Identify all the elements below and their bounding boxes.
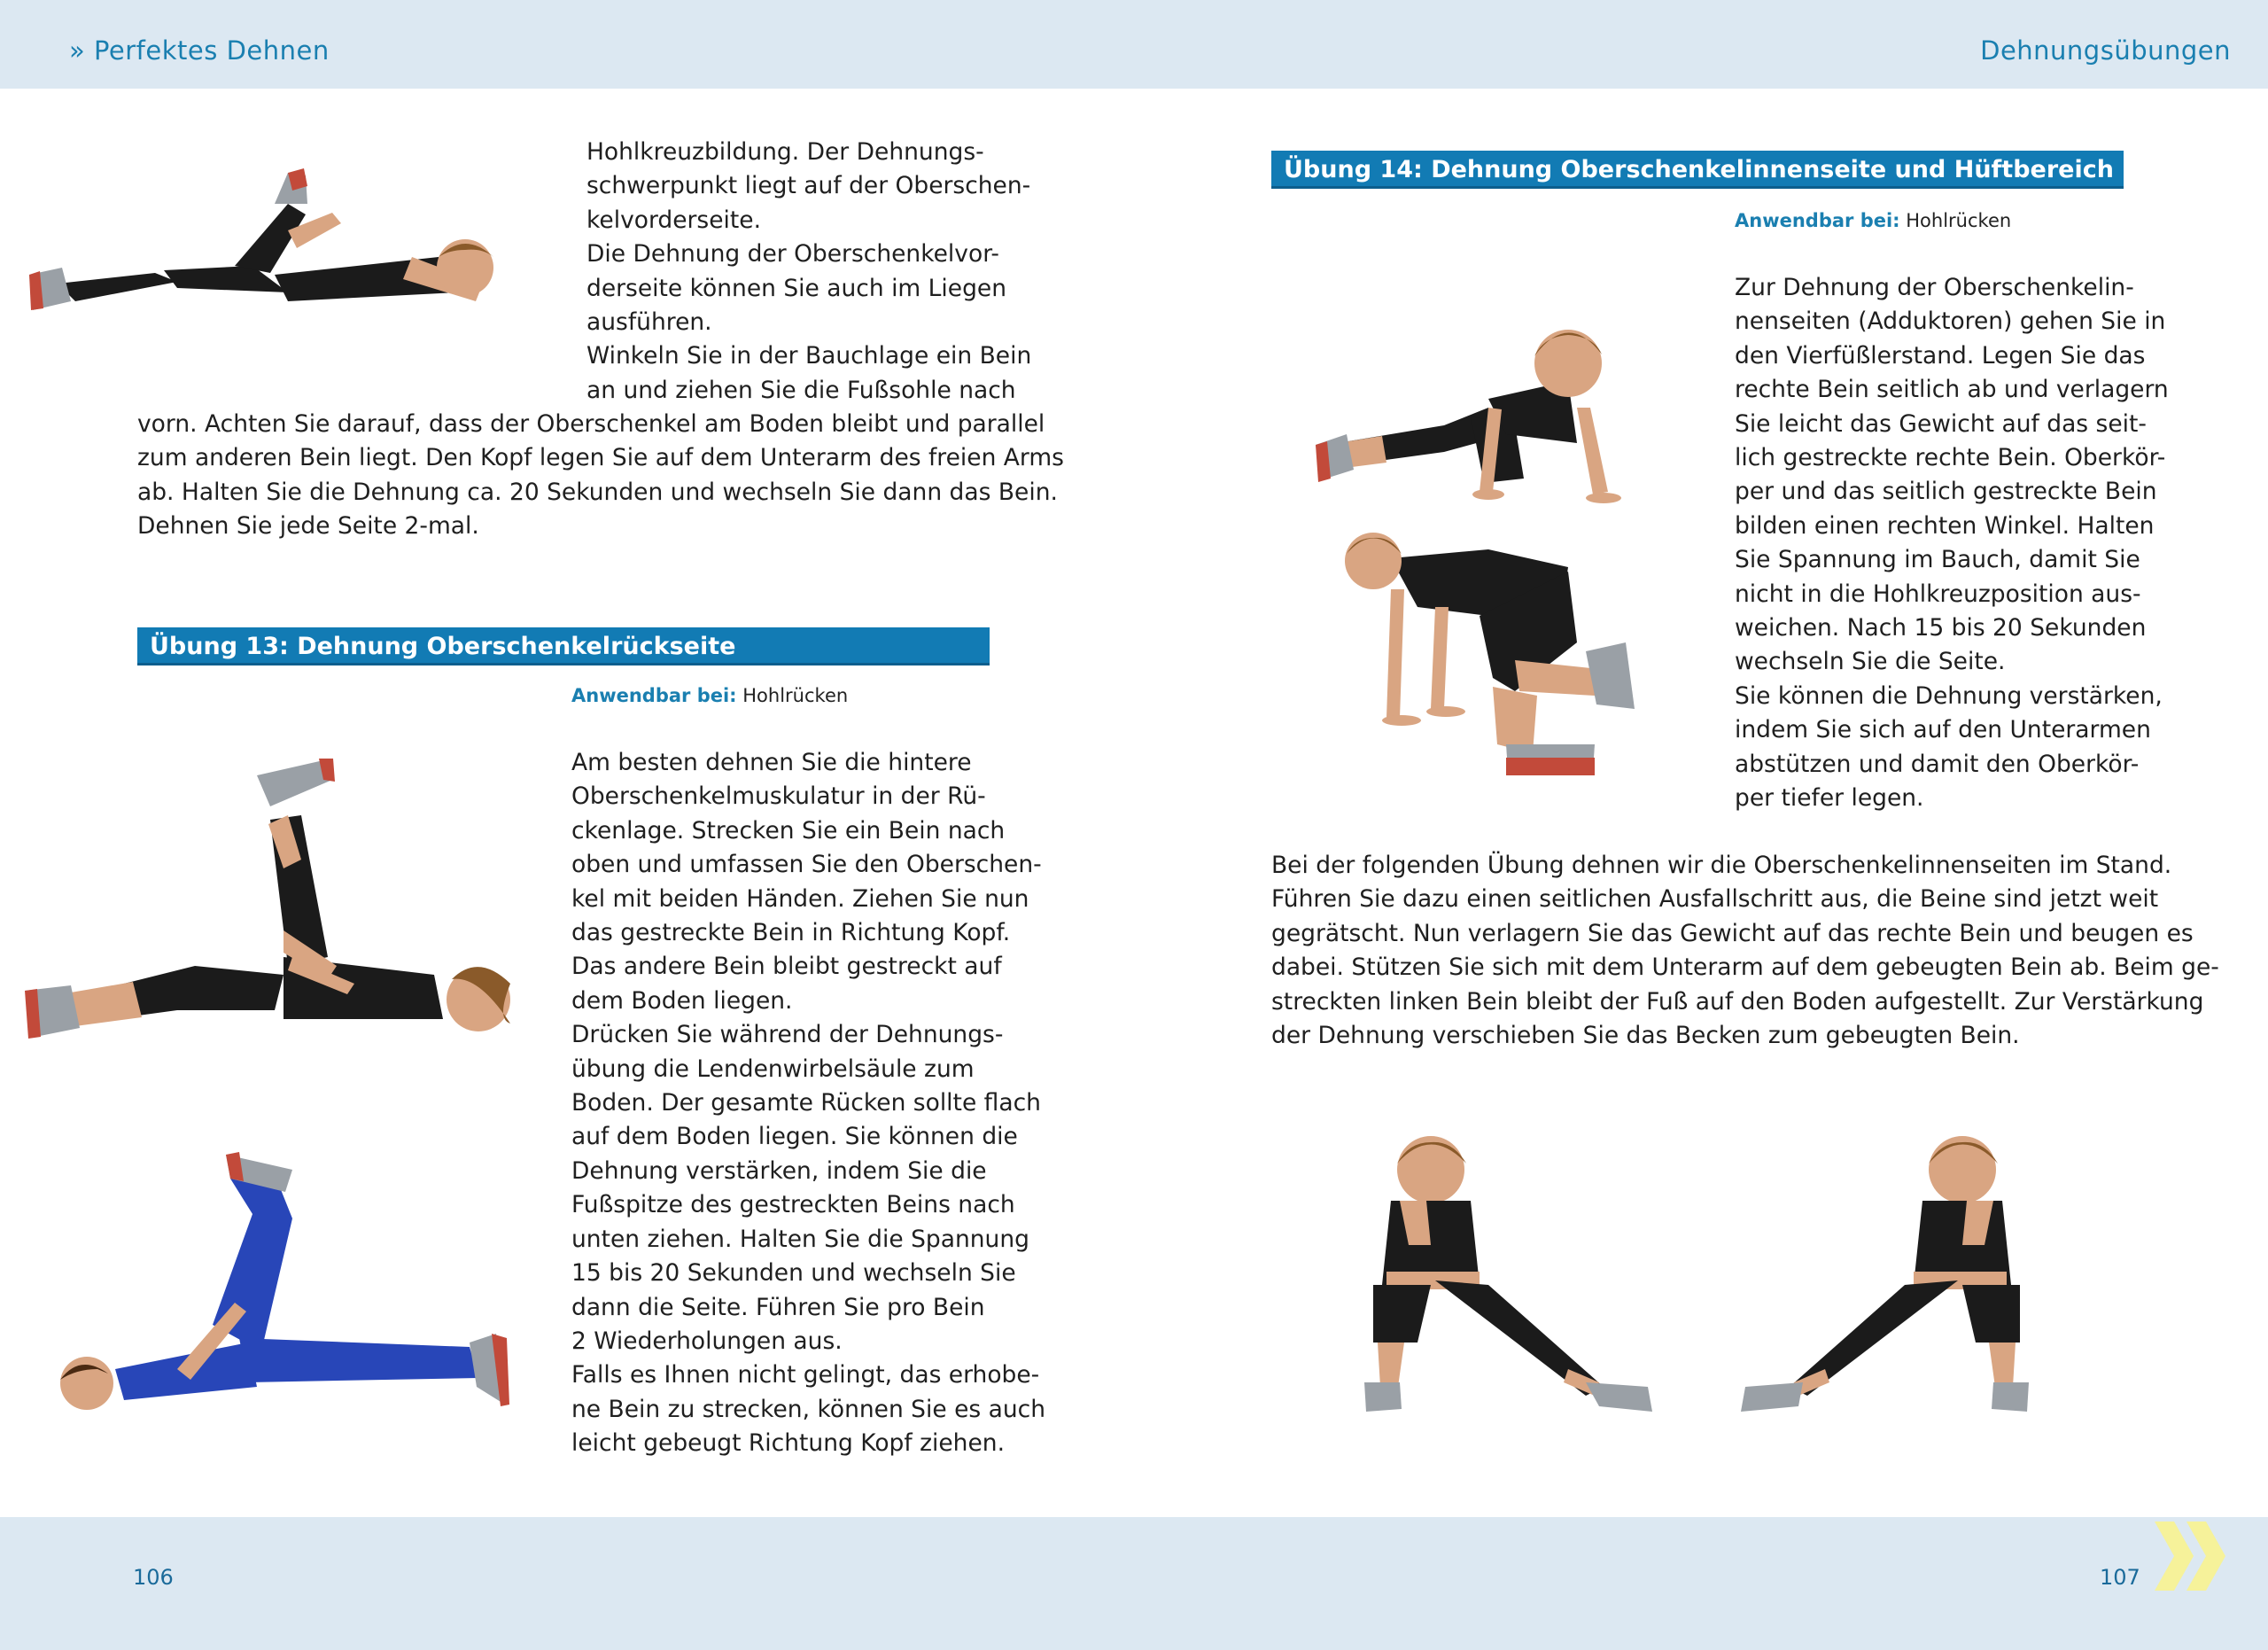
exercise-13-title: Übung 13: Dehnung Oberschenkelrückseite [137,627,990,665]
text-line: der Dehnung verschieben Sie das Becken zum gebeugten Bein. [1271,1022,2020,1050]
applies-value: Hohlrücken [1906,210,2012,231]
text-line: streckten linken Bein bleibt der Fuß auf den Boden aufgestellt. Zur Verstärkung [1271,987,2204,1016]
text-line: kelvorderseite. [586,206,762,234]
text-line: Sie können die Dehnung verstärken, [1735,681,2163,710]
photo-supine-hamstring-stretch-blue [44,1148,523,1431]
text-line: derseite können Sie auch im Liegen [586,274,1007,302]
text-line: den Vierfüßlerstand. Legen Sie das [1735,341,2146,370]
text-line: zum anderen Bein liegt. Den Kopf legen Sie auf dem Unterarm des freien Arms [137,444,1064,472]
text-line: ab. Halten Sie die Dehnung ca. 20 Sekunden und wechseln Sie dann das Bein. [137,478,1058,506]
intro-paragraph-wide [137,408,1064,544]
intro-paragraph-narrow [586,136,1031,408]
text-line: übung die Lendenwirbelsäule zum [571,1055,975,1083]
text-line: Oberschenkelmuskulatur in der Rü- [571,782,986,811]
page-number-right: 107 [2100,1565,2140,1590]
text-line: Führen Sie dazu einen seitlichen Ausfallschritt aus, die Beine sind jetzt weit [1271,885,2159,914]
text-line: Dehnen Sie jede Seite 2-mal. [137,512,479,541]
text-line: bilden einen rechten Winkel. Halten [1735,511,2155,540]
text-line: ne Bein zu strecken, können Sie es auch [571,1395,1046,1423]
text-line: ckenlage. Strecken Sie ein Bein nach [571,816,1006,844]
text-line: indem Sie sich auf den Unterarmen [1735,716,2151,744]
text-line: an und ziehen Sie die Fußsohle nach [586,376,1016,404]
text-line: Die Dehnung der Oberschenkelvor- [586,240,999,269]
text-line: kel mit beiden Händen. Ziehen Sie nun [571,884,1029,913]
photo-standing-side-lunge-right [1736,1130,2055,1422]
text-line: Am besten dehnen Sie die hintere [571,749,972,776]
text-line: wechseln Sie die Seite. [1735,648,2006,676]
text-line: auf dem Boden liegen. Sie können die [571,1123,1018,1151]
applies-label: Anwendbar bei: [571,685,737,706]
applies-label: Anwendbar bei: [1735,210,1900,231]
photo-prone-quad-stretch [22,168,518,328]
text-line: ausführen. [586,308,712,337]
exercise-14-title: Übung 14: Dehnung Oberschenkelinnenseite und Hüftbereich [1271,151,2124,189]
standing-stretch-paragraph [1271,849,2219,1053]
running-head-left: » Perfektes Dehnen [69,35,330,66]
footer-band [0,1517,2268,1650]
text-line: 15 bis 20 Sekunden und wechseln Sie [571,1259,1016,1288]
text-line: abstützen und damit den Oberkör- [1735,750,2140,778]
text-line: 2 Wiederholungen aus. [571,1327,843,1355]
page-number-left: 106 [133,1565,174,1590]
text-line: Winkeln Sie in der Bauchlage ein Bein [586,342,1032,370]
photo-quadruped-side-leg-extension [1311,292,1666,514]
text-line: leicht gebeugt Richtung Kopf ziehen. [571,1429,1005,1458]
text-line: Fußspitze des gestreckten Beins nach [571,1191,1015,1219]
photo-supine-hamstring-stretch [18,753,549,1063]
exercise-13-body [571,746,1045,1461]
text-line: Dehnung verstärken, indem Sie die [571,1156,987,1185]
text-line: schwerpunkt liegt auf der Oberschen- [586,172,1031,200]
text-line: Bei der folgenden Übung dehnen wir die Oberschenkelinnenseiten im Stand. [1271,852,2172,879]
exercise-14-body [1735,271,2169,816]
text-line: das gestreckte Bein in Richtung Kopf. [571,919,1011,947]
text-line: weichen. Nach 15 bis 20 Sekunden [1735,614,2147,642]
text-line: nicht in die Hohlkreuzposition aus- [1735,580,2141,608]
applies-value: Hohlrücken [742,685,849,706]
header-band [0,0,2268,89]
text-line: Das andere Bein bleibt gestreckt auf [571,953,1002,981]
photo-quadruped-kneeling [1338,518,1674,775]
exercise-13-applies [571,685,848,706]
running-head-right: Dehnungsübungen [1980,35,2231,66]
text-line: oben und umfassen Sie den Oberschen- [571,851,1042,879]
text-line: Sie leicht das Gewicht auf das seit- [1735,409,2147,438]
photo-standing-side-lunge-left [1347,1130,1666,1422]
exercise-14-applies [1735,210,2011,231]
text-line: per tiefer legen. [1735,784,1924,813]
text-line: per und das seitlich gestreckte Bein [1735,478,2157,506]
text-line: gegrätscht. Nun verlagern Sie das Gewicht auf das rechte Bein und beugen es [1271,919,2194,947]
text-line: Hohlkreuzbildung. Der Dehnungs- [586,138,984,166]
text-line: Drücken Sie während der Dehnungs- [571,1021,1004,1049]
text-line: Zur Dehnung der Oberschenkelin- [1735,274,2134,301]
text-line: Sie Spannung im Bauch, damit Sie [1735,546,2140,574]
text-line: unten ziehen. Halten Sie die Spannung [571,1225,1029,1253]
text-line: rechte Bein seitlich ab und verlagern [1735,376,2169,404]
text-line: Falls es Ihnen nicht gelingt, das erhobe- [571,1361,1040,1389]
text-line: vorn. Achten Sie darauf, dass der Oberschenkel am Boden bleibt und parallel [137,410,1045,438]
text-line: Boden. Der gesamte Rücken sollte flach [571,1089,1041,1117]
text-line: dem Boden liegen. [571,986,793,1015]
double-chevron-right-icon [2151,1520,2229,1592]
text-line: dann die Seite. Führen Sie pro Bein [571,1293,985,1321]
text-line: nenseiten (Adduktoren) gehen Sie in [1735,307,2166,336]
text-line: dabei. Stützen Sie sich mit dem Unterarm auf dem gebeugten Bein ab. Beim ge- [1271,953,2219,982]
text-line: lich gestreckte rechte Bein. Oberkör- [1735,444,2166,472]
